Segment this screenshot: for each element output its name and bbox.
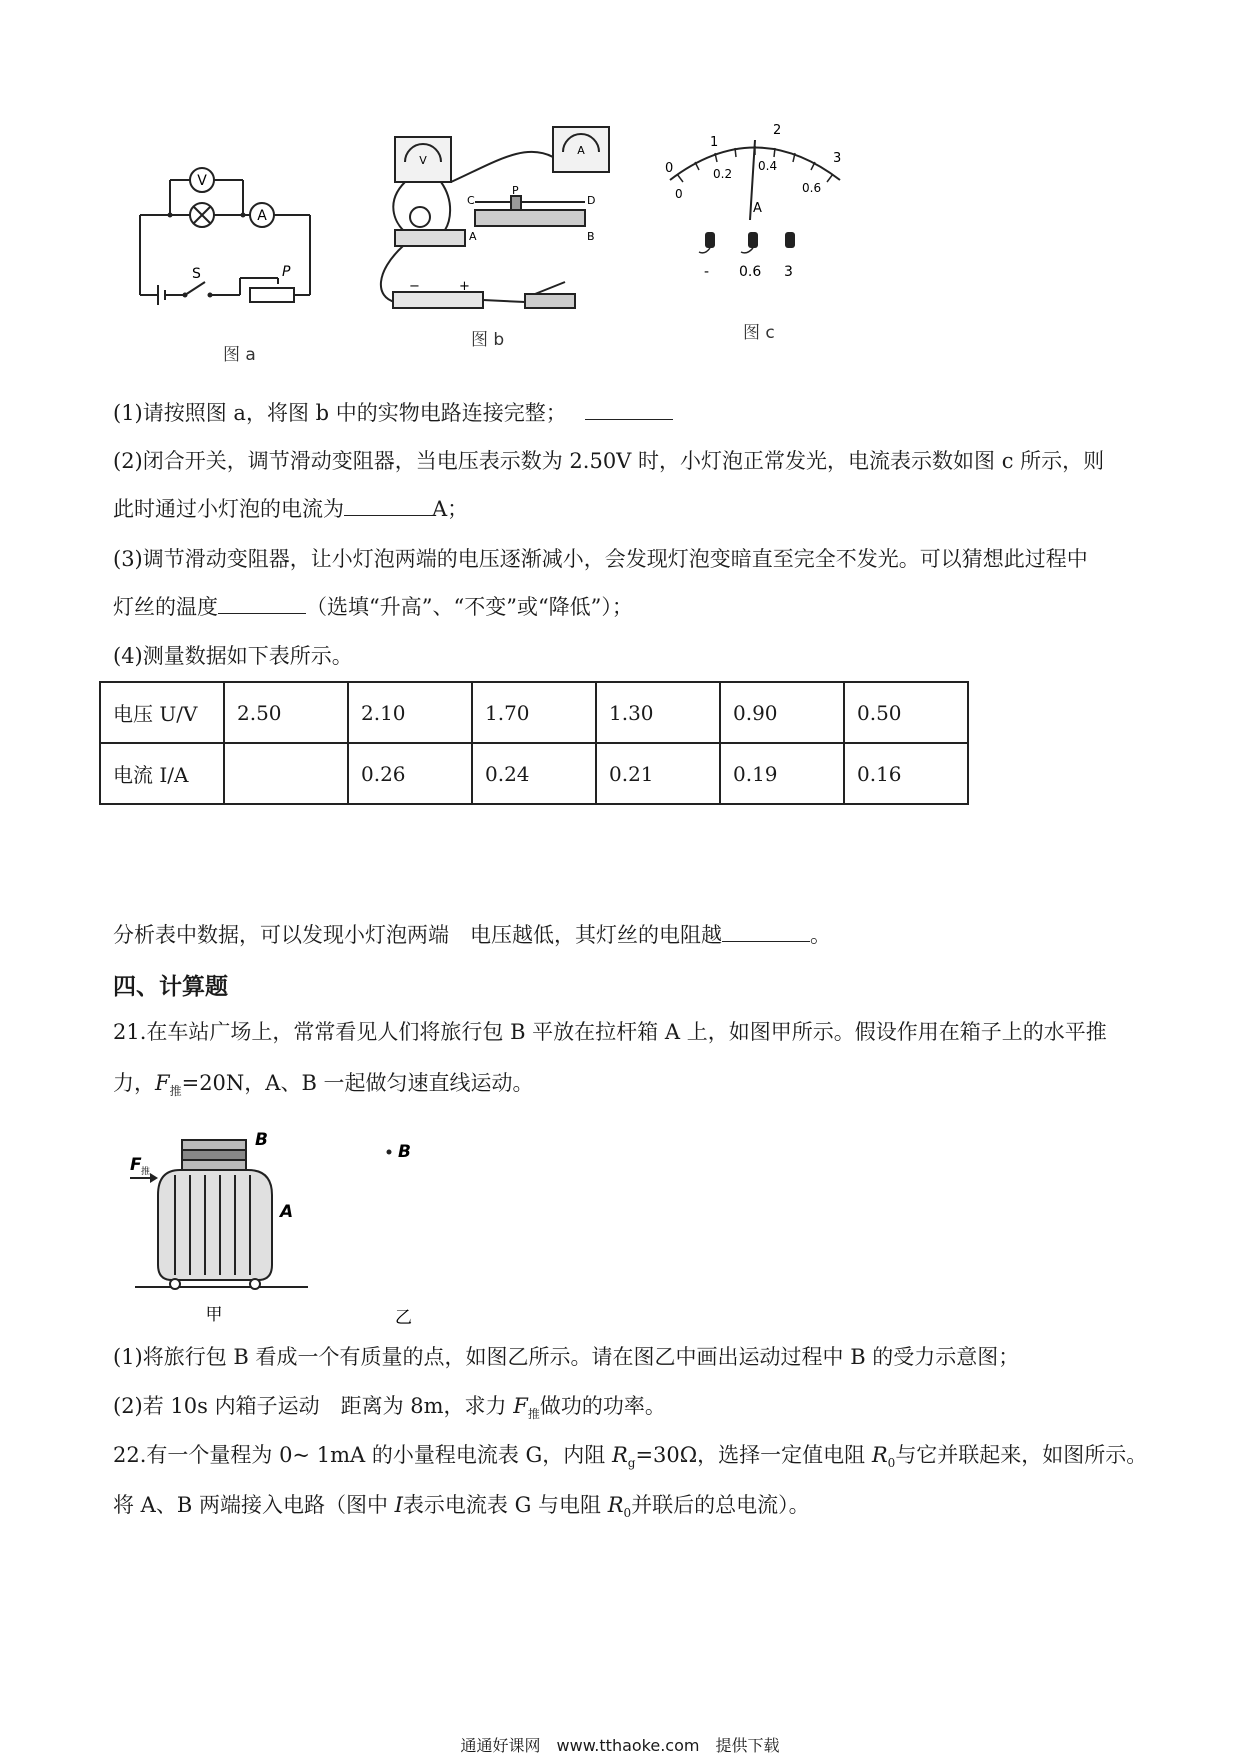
table-header-voltage: 电压 U/V <box>100 682 224 743</box>
fig-jia-F-sub: 推 <box>141 1167 151 1177</box>
answer-blank-2[interactable] <box>344 495 432 516</box>
table-header-current: 电流 I/A <box>100 743 224 804</box>
table-row-current <box>100 743 968 804</box>
table-cell: 0.21 <box>596 743 720 804</box>
table-cell: 2.50 <box>224 682 348 743</box>
fig-b-plus: + <box>459 279 470 294</box>
answer-blank-4[interactable] <box>722 921 810 942</box>
figure-a-label: 图 a <box>223 345 256 365</box>
answer-blank-3[interactable] <box>218 593 306 614</box>
question-3-line-2: 灯丝的温度 （选填“升高”、“不变”或“降低”）； <box>113 595 633 619</box>
dial-top-3: 3 <box>833 151 842 166</box>
fig-jia-B: B <box>255 1130 268 1150</box>
dial-top-2: 2 <box>773 123 782 138</box>
q22-line-1: 22.有一个量程为 0~ 1mA 的小量程电流表 G，内阻 $R_g=30\Omega$，选择一定值电阻 $R_0$与它并联起来，如图所示。 <box>113 1443 1148 1471</box>
question-3-line-1: (3)调节滑动变阻器，让小灯泡两端的电压逐渐减小，会发现灯泡变暗直至完全不发光。可以猜想此过程中 <box>113 547 1088 571</box>
dial-top-1: 1 <box>710 135 719 150</box>
table-cell: 0.26 <box>348 743 472 804</box>
q21-sub-2: (2)若 10s 内箱子运动 距离为 8m，求力 $F_推$做功的功率。 <box>113 1394 666 1422</box>
fig-b-voltmeter-symbol: V <box>419 154 427 167</box>
point-b-dot <box>387 1150 392 1155</box>
question-4: (4)测量数据如下表所示。 <box>113 644 353 668</box>
table-cell <box>224 743 348 804</box>
figure-jia-suitcase <box>130 1115 450 1330</box>
fig-jia-A: A <box>280 1202 294 1222</box>
dial-bottom-04: 0.4 <box>758 159 778 173</box>
dial-bottom-02: 0.2 <box>713 167 733 181</box>
q21-line-2: 力，$F_推=20N$，A、B 一起做匀速直线运动。 <box>113 1071 534 1099</box>
terminal-minus: - <box>704 264 710 280</box>
table-cell: 0.19 <box>720 743 844 804</box>
terminal-06: 0.6 <box>739 264 762 280</box>
table-cell: 0.16 <box>844 743 968 804</box>
figure-a-circuit <box>130 160 350 310</box>
fig-yi-label: 乙 <box>395 1308 412 1328</box>
analysis-line: 分析表中数据，可以发现小灯泡两端 电压越低，其灯丝的电阻越 。 <box>113 923 831 947</box>
q21-line-1: 21.在车站广场上，常常看见人们将旅行包 B 平放在拉杆箱 A 上，如图甲所示。假设作用在箱子上的水平推 <box>113 1020 1107 1044</box>
table-cell: 0.50 <box>844 682 968 743</box>
table-cell: 2.10 <box>348 682 472 743</box>
fig-b-terminal-c: C <box>467 194 475 207</box>
switch-symbol: S <box>192 266 201 282</box>
section-heading: 四、计算题 <box>113 974 228 1000</box>
fig-jia-F: F <box>130 1155 142 1175</box>
dial-bottom-0: 0 <box>675 187 683 201</box>
figure-b-physical-circuit <box>375 122 635 317</box>
dial-bottom-06: 0.6 <box>802 181 822 195</box>
fig-b-terminal-b: B <box>587 230 595 243</box>
answer-blank-1[interactable] <box>585 399 673 420</box>
voltmeter-symbol: V <box>197 173 207 189</box>
table-cell: 1.70 <box>472 682 596 743</box>
terminal-3: 3 <box>784 264 793 280</box>
table-cell: 0.24 <box>472 743 596 804</box>
fig-b-terminal-a: A <box>469 230 477 243</box>
table-cell: 1.30 <box>596 682 720 743</box>
ammeter-symbol: A <box>257 208 267 224</box>
table-row-voltage <box>100 682 968 743</box>
fig-jia-label: 甲 <box>205 1305 223 1325</box>
page-footer: 通通好课网 www.tthaoke.com 提供下载 <box>460 1736 780 1755</box>
question-2-line-2: 此时通过小灯泡的电流为 A； <box>113 497 469 521</box>
q21-sub-1: (1)将旅行包 B 看成一个有质量的点，如图乙所示。请在图乙中画出运动过程中 B 的受力示意图； <box>113 1345 1020 1369</box>
figure-c-label: 图 c <box>743 323 775 343</box>
question-2-line-1: (2)闭合开关，调节滑动变阻器，当电压表示数为 2.50V 时，小灯泡正常发光，电流表示数如图 c 所示，则 <box>113 449 1105 473</box>
table-cell: 0.90 <box>720 682 844 743</box>
q22-line-2: 将 A、B 两端接入电路（图中 I表示电流表 G 与电阻 $R_0$并联后的总电流）。 <box>113 1493 810 1521</box>
dial-top-0: 0 <box>665 161 674 176</box>
figure-c-ammeter-dial <box>655 120 855 290</box>
slider-symbol: P <box>282 264 291 280</box>
dial-unit: A <box>753 201 762 216</box>
fig-b-terminal-d: D <box>587 194 596 207</box>
fig-yi-B: B <box>398 1142 411 1162</box>
fig-b-ammeter-symbol: A <box>577 144 585 157</box>
figure-b-label: 图 b <box>471 330 505 350</box>
fig-b-terminal-p: P <box>512 184 519 197</box>
question-1: (1)请按照图 a，将图 b 中的实物电路连接完整； <box>113 398 673 428</box>
measurement-table <box>99 681 969 805</box>
fig-b-minus: − <box>409 279 420 294</box>
